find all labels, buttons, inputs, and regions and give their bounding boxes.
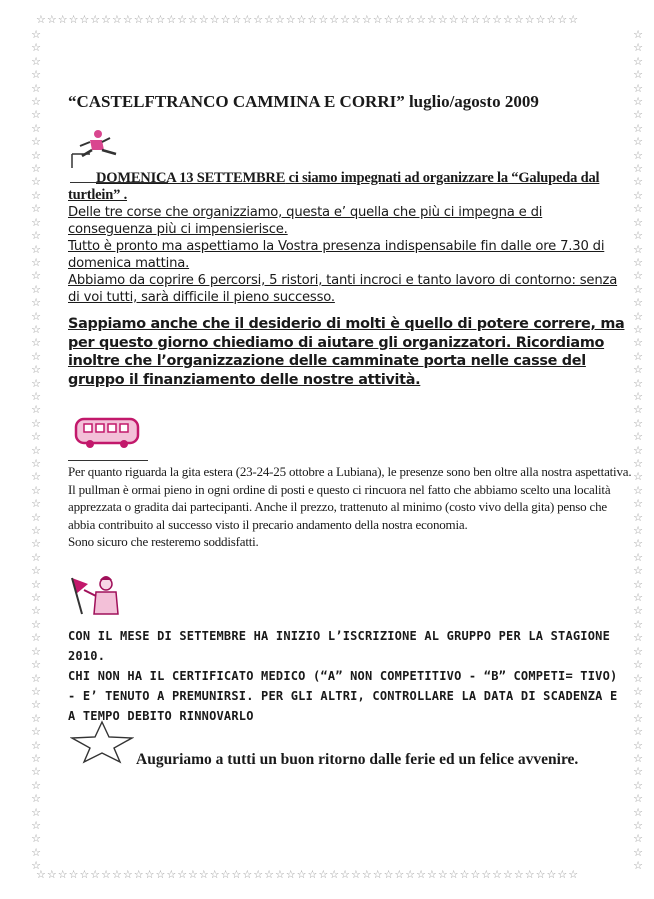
page-title: “CASTELFTRANCO CAMMINA E CORRI” luglio/agosto 2009	[68, 92, 539, 111]
section-volunteer-appeal: Sappiamo anche che il desiderio di molti è quello di potere correre, ma per questo giorno chiediamo di aiutare gli organizzatori. Ricordiamo inoltre che l’organizzazione delle camminate porta nelle casse del gruppo il finanziamento delle nostre attività.	[68, 316, 625, 388]
membership-line-1: CON IL MESE DI SETTEMBRE HA INIZIO L’ISCRIZIONE AL GRUPPO PER LA STAGIONE 2010.	[68, 629, 610, 663]
star-border-right: ☆☆☆☆☆☆☆☆☆☆☆☆☆☆☆☆☆☆☆☆☆☆☆☆☆☆☆☆☆☆☆☆☆☆☆☆☆☆☆☆☆☆☆☆☆☆☆☆☆☆☆☆☆☆☆☆☆☆☆☆☆☆☆	[633, 28, 643, 873]
star-border-left: ☆☆☆☆☆☆☆☆☆☆☆☆☆☆☆☆☆☆☆☆☆☆☆☆☆☆☆☆☆☆☆☆☆☆☆☆☆☆☆☆☆☆☆☆☆☆☆☆☆☆☆☆☆☆☆☆☆☆☆☆☆☆☆	[31, 28, 41, 873]
bus-icon	[74, 415, 142, 451]
event-date: DOMENICA 13 SETTEMBRE	[96, 170, 286, 186]
section-event-intro	[68, 170, 628, 306]
trip-text: Per quanto riguarda la gita estera (23-24-25 ottobre a Lubiana), le presenze sono ben oltre alla nostra aspettativa. Il pullman è ormai pieno in ogni ordine di posti e questo ci rincuora nel fatto che abbiamo scelto una località apprezzata o gradita dai partecipanti. Anche il prezzo, trattenuto al minimo (costo vivo della gita) penso che abbia contribuito al successo visto il precario andamento della nostra economia.	[68, 464, 632, 532]
flag-bearer-icon	[68, 574, 128, 622]
divider	[68, 460, 148, 461]
section-membership	[68, 626, 628, 726]
star-border-top: ☆☆☆☆☆☆☆☆☆☆☆☆☆☆☆☆☆☆☆☆☆☆☆☆☆☆☆☆☆☆☆☆☆☆☆☆☆☆☆☆☆☆☆☆☆☆☆☆☆☆	[36, 14, 580, 25]
trip-closing: Sono sicuro che resteremo soddisfatti.	[68, 534, 259, 549]
membership-line-2: CHI NON HA IL CERTIFICATO MEDICO (“A” NON COMPETITIVO - “B” COMPETI= TIVO) - E’ TENUTO A PREMUNIRSI. PER GLI ALTRI, CONTROLLARE LA DATA DI SCADENZA E A TEMPO DEBITO RINNOVARLO	[68, 669, 618, 723]
hurdler-icon	[68, 128, 126, 170]
event-intro-text: ci siamo impegnati ad organizzare la “Galupeda dal turtlein” .	[68, 170, 600, 203]
intro-line-3: Abbiamo da coprire 6 percorsi, 5 ristori, tanti incroci e tanto lavoro di contorno: senza di voi tutti, sarà difficile il pieno successo.	[68, 273, 618, 305]
intro-line-1: Delle tre corse che organizziamo, questa e’ quella che più ci impegna e di conseguenza più ci impensierisce.	[68, 205, 543, 237]
intro-line-2: Tutto è pronto ma aspettiamo la Vostra presenza indispensabile fin dalle ore 7.30 di domenica mattina.	[68, 239, 605, 271]
star-border-bottom: ☆☆☆☆☆☆☆☆☆☆☆☆☆☆☆☆☆☆☆☆☆☆☆☆☆☆☆☆☆☆☆☆☆☆☆☆☆☆☆☆☆☆☆☆☆☆☆☆☆☆	[36, 869, 580, 880]
section-greeting: Auguriamo a tutti un buon ritorno dalle ferie ed un felice avvenire.	[136, 751, 579, 768]
section-trip-info	[68, 463, 633, 551]
